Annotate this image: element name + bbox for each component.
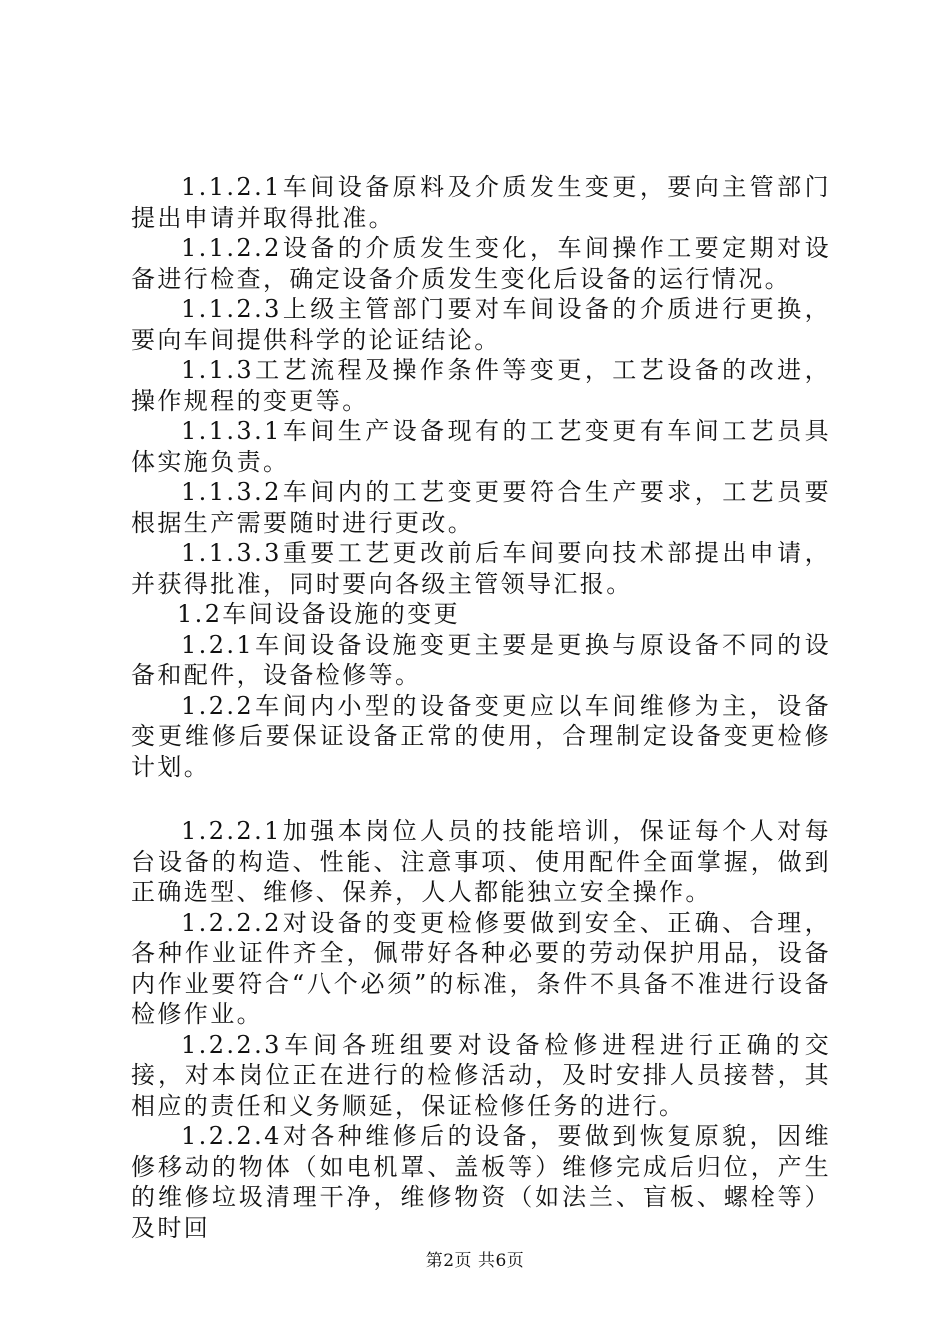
document-body [131, 172, 831, 1243]
paragraph-1-1-2-1: 1.1.2.1车间设备原料及介质发生变更，要向主管部门提出申请并取得批准。 [131, 173, 831, 232]
paragraph-1-2-2-3: 1.2.2.3车间各班组要对设备检修进程进行正确的交接，对本岗位正在进行的检修活动，及时安排人员接替，其相应的责任和义务顺延，保证检修任务的进行。 [131, 1030, 831, 1120]
paragraph-1-1-3-2: 1.1.3.2车间内的工艺变更要符合生产要求，工艺员要根据生产需要随时进行更改。 [131, 478, 831, 537]
paragraph-1-2-2-1: 1.2.2.1加强本岗位人员的技能培训，保证每个人对每台设备的构造、性能、注意事项、使用配件全面掌握，做到正确选型、维修、保养，人人都能独立安全操作。 [131, 817, 831, 906]
paragraph-1-1-3: 1.1.3工艺流程及操作条件等变更，工艺设备的改进，操作规程的变更等。 [131, 356, 831, 415]
paragraph-1-2-1: 1.2.1车间设备设施变更主要是更换与原设备不同的设备和配件，设备检修等。 [131, 630, 831, 689]
paragraph-1-1-2-3: 1.1.2.3上级主管部门要对车间设备的介质进行更换，要向车间提供科学的论证结论。 [131, 295, 831, 354]
paragraph-1-1-3-1: 1.1.3.1车间生产设备现有的工艺变更有车间工艺员具体实施负责。 [131, 417, 831, 476]
paragraph-1-1-3-3: 1.1.3.3重要工艺更改前后车间要向技术部提出申请，并获得批准，同时要向各级主管领导汇报。 [131, 539, 831, 598]
page-number-footer: 第2页 共6页 [425, 1251, 525, 1271]
paragraph-1-2-2-2: 1.2.2.2对设备的变更检修要做到安全、正确、合理，各种作业证件齐全，佩带好各种必要的劳动保护用品，设备内作业要符合“八个必须”的标准，条件不具备不准进行设备检修作业。 [131, 908, 831, 1028]
paragraph-1-2-2-4: 1.2.2.4对各种维修后的设备，要做到恢复原貌，因维修移动的物体（如电机罩、盖板等）维修完成后归位，产生的维修垃圾清理干净，维修物资（如法兰、盲板、螺栓等）及时回 [131, 1122, 831, 1242]
paragraph-1-2-2: 1.2.2车间内小型的设备变更应以车间维修为主，设备变更维修后要保证设备正常的使用，合理制定设备变更检修计划。 [131, 691, 831, 781]
section-heading-1-2: 1.2车间设备设施的变更 [177, 600, 460, 628]
paragraph-1-1-2-2: 1.1.2.2设备的介质发生变化，车间操作工要定期对设备进行检查，确定设备介质发生变化后设备的运行情况。 [131, 234, 831, 293]
